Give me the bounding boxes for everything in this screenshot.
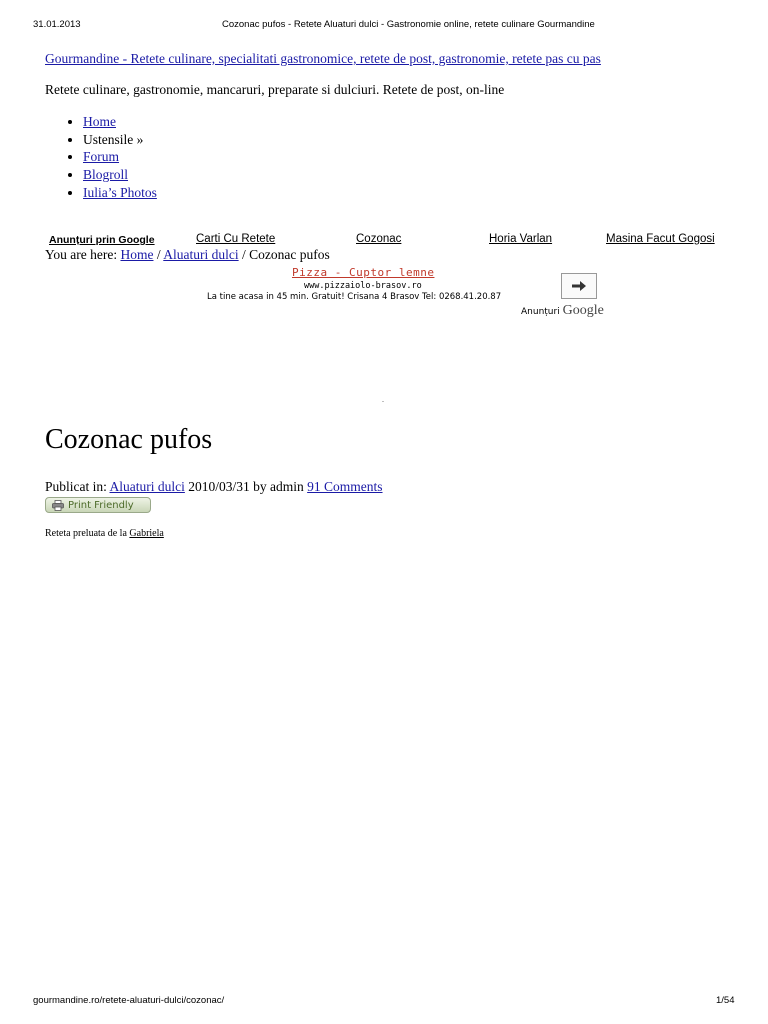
post-meta — [45, 479, 383, 495]
ad-headline-link[interactable]: Pizza - Cuptor lemne — [292, 266, 435, 279]
by-label: by — [253, 479, 267, 494]
print-footer-page: 1/54 — [716, 995, 735, 1006]
arrow-right-icon — [571, 280, 587, 292]
recipe-source — [45, 528, 164, 539]
nav-link-home[interactable]: Home — [83, 114, 116, 129]
ad-google-prefix: Anunțuri — [521, 307, 560, 317]
nav-item-ustensile[interactable] — [83, 131, 157, 149]
breadcrumb-prefix: You are here: — [45, 247, 118, 262]
nav-item-photos[interactable] — [83, 184, 157, 202]
post-title: Cozonac pufos — [45, 424, 213, 455]
ad-link-horia[interactable]: Horia Varlan — [489, 233, 553, 245]
breadcrumb-current: Cozonac pufos — [249, 247, 330, 262]
nav-link-photos[interactable]: Iulia’s Photos — [83, 184, 157, 200]
printer-icon — [52, 500, 64, 511]
nav-label-ustensile[interactable]: Ustensile » — [83, 131, 144, 147]
print-page-title: Cozonac pufos - Retete Aluaturi dulci - Gastronomie online, retete culinare Gourmandine — [222, 19, 595, 30]
breadcrumb — [45, 247, 330, 263]
ad-google-attribution[interactable] — [521, 303, 604, 319]
nav-link-forum[interactable]: Forum — [83, 149, 120, 165]
breadcrumb-home-link[interactable]: Home — [120, 247, 154, 262]
ad-link-carti[interactable]: Carti Cu Retete — [196, 233, 276, 245]
post-category-link[interactable]: Aluaturi dulci — [109, 479, 185, 494]
breadcrumb-separator: / — [156, 247, 161, 262]
ad-description: La tine acasa in 45 min. Gratuit! Crisana 4 Brasov Tel: 0268.41.20.87 — [207, 292, 502, 302]
ad-arrow-button[interactable] — [561, 273, 597, 299]
published-label: Publicat in: — [45, 479, 107, 494]
main-nav — [45, 113, 157, 202]
site-title-link[interactable]: Gourmandine - Retete culinare, specialitati gastronomice, retete de post, gastronomie, retete pas cu pas — [45, 51, 601, 66]
separator-dot: . — [382, 395, 384, 404]
source-prefix: Reteta preluata de la — [45, 528, 127, 539]
source-author-link[interactable]: Gabriela — [129, 528, 164, 539]
comments-link[interactable]: 91 Comments — [307, 479, 383, 494]
print-friendly-label: Print Friendly — [68, 499, 134, 511]
post-author: admin — [270, 479, 304, 494]
nav-link-blogroll[interactable]: Blogroll — [83, 167, 129, 183]
google-logo: Google — [562, 303, 604, 318]
breadcrumb-category-link[interactable]: Aluaturi dulci — [163, 247, 239, 262]
ad-url[interactable]: www.pizzaiolo-brasov.ro — [304, 281, 422, 291]
print-date: 31.01.2013 — [33, 19, 81, 30]
ad-link-cozonac[interactable]: Cozonac — [356, 233, 402, 245]
post-date: 2010/03/31 — [188, 479, 250, 494]
print-footer-url: gourmandine.ro/retete-aluaturi-dulci/cozonac/ — [33, 995, 225, 1006]
ad-link-masina[interactable]: Masina Facut Gogosi — [606, 233, 715, 245]
ad-links-title[interactable]: Anunțuri prin Google — [49, 234, 155, 246]
nav-item-home[interactable] — [83, 113, 157, 131]
nav-item-forum[interactable] — [83, 148, 157, 166]
print-friendly-button[interactable] — [45, 497, 151, 513]
breadcrumb-separator: / — [242, 247, 246, 262]
nav-item-blogroll[interactable] — [83, 166, 157, 184]
site-tagline: Retete culinare, gastronomie, mancaruri, preparate si dulciuri. Retete de post, on-line — [45, 82, 505, 97]
